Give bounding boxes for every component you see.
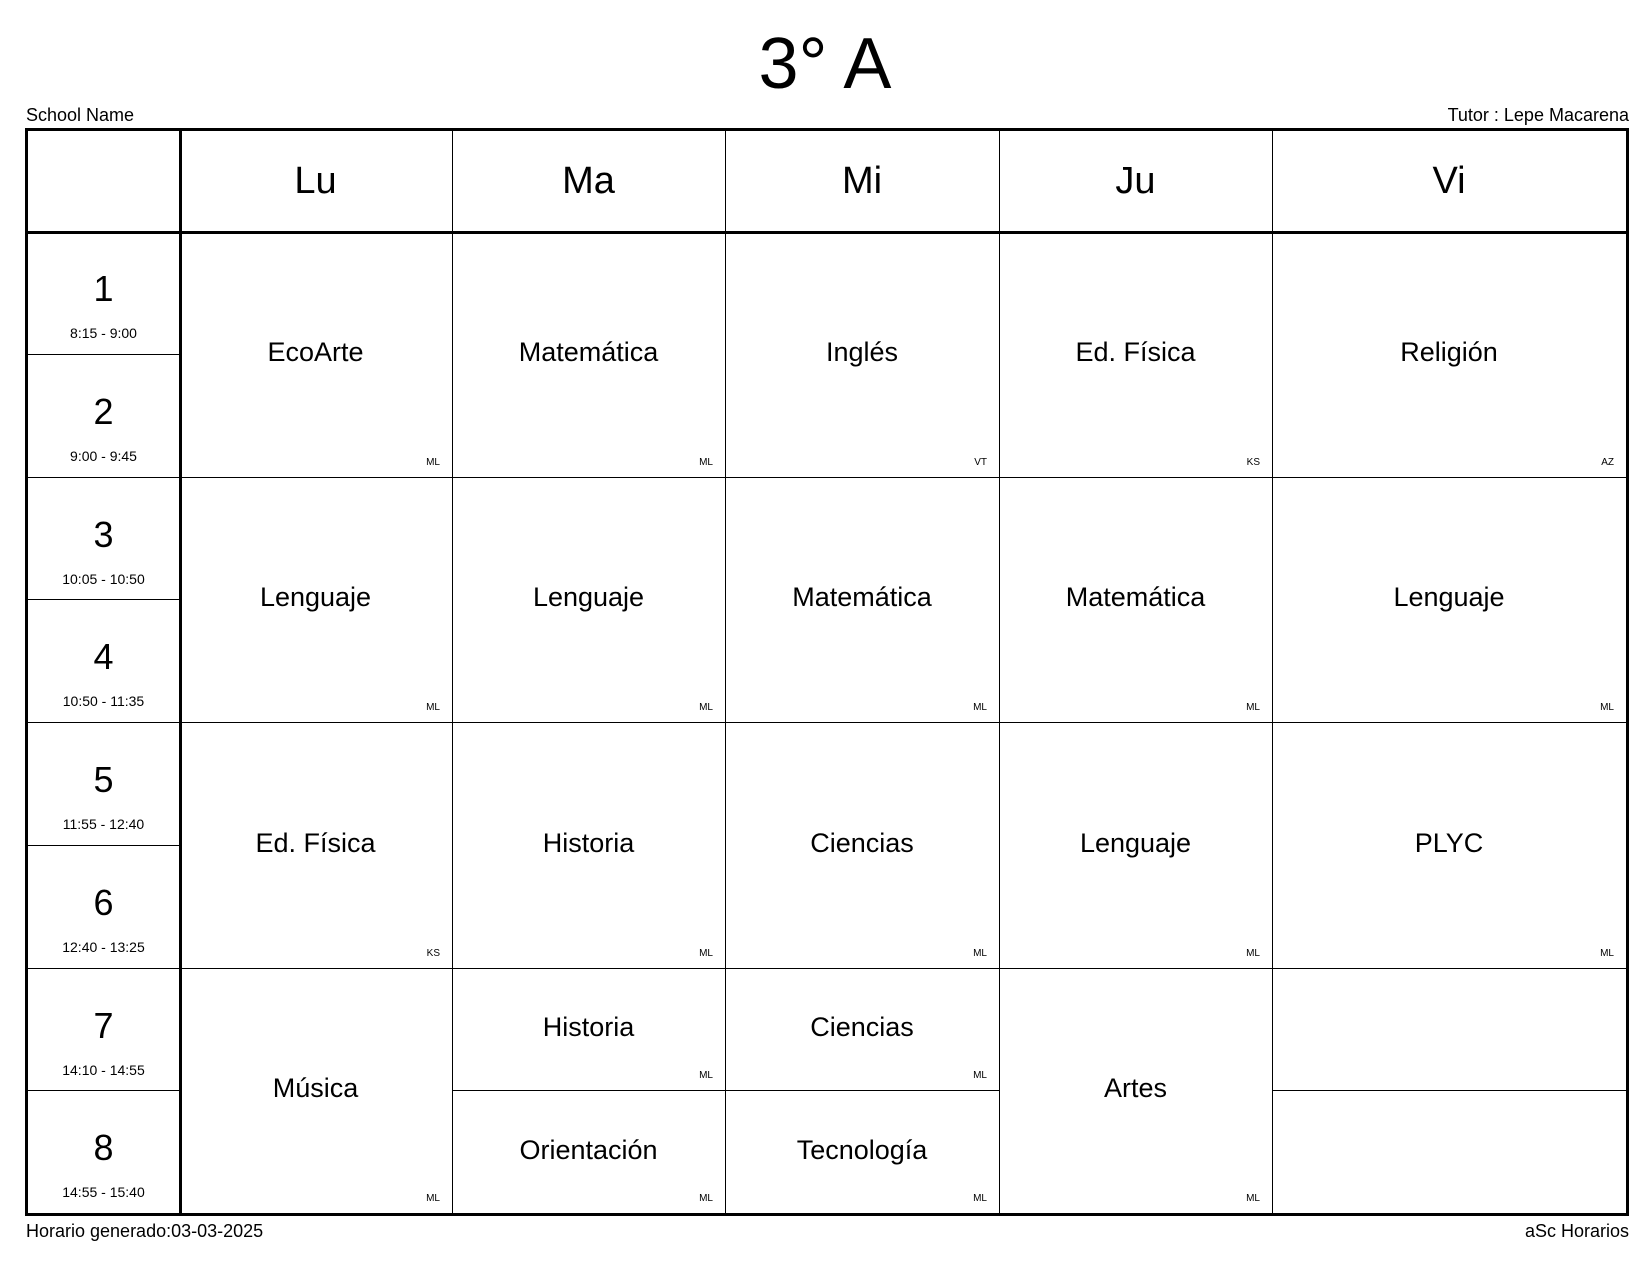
lesson-divider [999,722,1272,723]
lesson-subject: Lenguaje [1393,582,1505,613]
lesson-teacher: ML [699,702,713,713]
lesson-divider [999,968,1272,969]
period-divider [28,968,179,969]
lesson-subject: Ciencias [810,1011,914,1042]
lesson-divider [725,968,999,969]
lesson-divider [179,968,452,969]
lesson-subject: Historia [542,827,635,858]
lesson-teacher: ML [973,1070,987,1082]
lesson-subject: Ed. Física [1075,336,1196,367]
lesson-cell[interactable] [452,231,725,477]
period-divider [28,477,179,478]
lesson-divider [1272,722,1626,723]
lesson-divider [1272,477,1626,478]
period-time: 10:50 - 11:35 [62,693,145,710]
lesson-divider [452,1090,725,1091]
lesson-cell[interactable] [725,968,999,1091]
lesson-teacher: ML [1246,1193,1260,1204]
period-divider [28,599,179,600]
lesson-divider [179,722,452,723]
lesson-teacher: ML [699,1070,713,1082]
day-header-mi: Mi [841,159,883,202]
lesson-subject: Matemática [518,336,659,367]
period-cell [28,231,179,354]
lesson-divider [1272,968,1626,969]
day-header-ma: Ma [562,159,615,202]
period-divider [28,354,179,355]
period-time: 14:10 - 14:55 [62,1061,145,1078]
lesson-subject: Religión [1400,336,1498,367]
generated-date: Horario generado:03-03-2025 [26,1221,264,1241]
lesson-cell[interactable] [452,968,725,1091]
lesson-divider [179,477,452,478]
period-cell [28,354,179,477]
lesson-subject: Lenguaje [532,582,645,613]
lesson-teacher: ML [1600,702,1614,713]
lesson-divider [725,1090,999,1091]
lesson-cell[interactable] [179,722,452,968]
lesson-teacher: ML [699,947,713,959]
day-column-divider [999,131,1000,1213]
period-number: 8 [93,1127,114,1169]
lesson-teacher: ML [699,456,713,468]
day-header-lu: Lu [294,159,337,202]
tutor-label: Tutor : Lepe Macarena [1447,105,1629,125]
lesson-cell[interactable] [1272,968,1626,1091]
day-header-vi: Vi [1432,159,1466,202]
lesson-cell[interactable] [179,477,452,723]
lesson-cell[interactable] [179,231,452,477]
lesson-cell[interactable] [1272,722,1626,968]
lesson-cell[interactable] [999,231,1272,477]
period-cell [28,968,179,1091]
lesson-teacher: ML [973,702,987,713]
lesson-subject: Inglés [825,336,899,367]
lesson-cell[interactable] [1272,231,1626,477]
lesson-teacher: ML [426,702,440,713]
lesson-subject: PLYC [1414,827,1484,858]
lesson-cell[interactable] [999,722,1272,968]
lesson-divider [1272,1090,1626,1091]
period-number: 3 [93,513,114,555]
lesson-teacher: ML [426,1193,440,1204]
period-number: 6 [93,881,114,923]
lesson-subject: Matemática [792,582,932,613]
lesson-subject: Historia [542,1011,635,1042]
day-column-divider [452,131,453,1213]
lesson-teacher: ML [1246,947,1260,959]
period-time: 10:05 - 10:50 [62,570,145,587]
lesson-teacher: ML [973,947,987,959]
lesson-cell[interactable] [179,968,452,1214]
lesson-divider [725,477,999,478]
lesson-cell[interactable] [999,968,1272,1214]
lesson-subject: Lenguaje [1079,827,1192,858]
day-column-divider [1272,131,1273,1213]
period-divider [28,722,179,723]
period-time: 11:55 - 12:40 [62,816,145,832]
period-time: 12:40 - 13:25 [62,938,145,955]
lesson-subject: Matemática [1065,582,1206,613]
period-number: 2 [93,390,114,432]
lesson-cell[interactable] [999,477,1272,723]
lesson-cell[interactable] [725,1090,999,1213]
lesson-cell[interactable] [452,477,725,723]
lesson-teacher: ML [1600,947,1614,959]
lesson-cell[interactable] [725,477,999,723]
lesson-subject: EcoArte [267,336,364,367]
lesson-subject: Orientación [519,1134,658,1165]
period-divider [28,1090,179,1091]
lesson-cell[interactable] [725,231,999,477]
lesson-cell[interactable] [1272,1090,1626,1213]
lesson-teacher: VT [974,456,987,468]
period-time: 9:00 - 9:45 [70,447,137,464]
lesson-divider [725,722,999,723]
lesson-subject: Ed. Física [255,827,376,858]
period-cell [28,845,179,968]
lesson-subject: Tecnología [796,1134,928,1165]
period-number: 1 [93,268,114,309]
lesson-divider [452,968,725,969]
lesson-teacher: AZ [1601,456,1614,468]
period-time: 14:55 - 15:40 [62,1184,145,1201]
lesson-subject: Música [272,1073,359,1104]
lesson-divider [999,477,1272,478]
lesson-cell[interactable] [1272,477,1626,723]
lesson-subject: Artes [1103,1073,1168,1104]
app-credit: aSc Horarios [1524,1221,1629,1241]
period-cell [28,599,179,722]
header-divider [28,231,1626,234]
lesson-teacher: ML [426,456,440,468]
period-divider [28,845,179,846]
lesson-divider [452,722,725,723]
lesson-teacher: ML [1246,702,1260,713]
timetable-grid [25,128,1629,1216]
lesson-cell[interactable] [452,722,725,968]
lesson-cell[interactable] [725,722,999,968]
lesson-teacher: ML [973,1193,987,1204]
lesson-divider [452,477,725,478]
timetable-title: 3° A [758,24,892,104]
lesson-teacher: ML [699,1193,713,1204]
period-cell [28,722,179,845]
day-header-ju: Ju [1115,159,1156,202]
period-time: 8:15 - 9:00 [70,325,137,341]
left-column-divider [179,131,182,1213]
period-number: 7 [93,1004,114,1046]
lesson-teacher: KS [1246,456,1260,468]
period-number: 4 [93,636,114,678]
period-cell [28,477,179,600]
period-number: 5 [93,759,114,800]
school-name: School Name [26,105,135,125]
period-cell [28,1090,179,1213]
lesson-cell[interactable] [452,1090,725,1213]
lesson-subject: Ciencias [810,827,914,858]
day-column-divider [725,131,726,1213]
lesson-teacher: KS [426,947,440,959]
lesson-subject: Lenguaje [259,582,372,613]
